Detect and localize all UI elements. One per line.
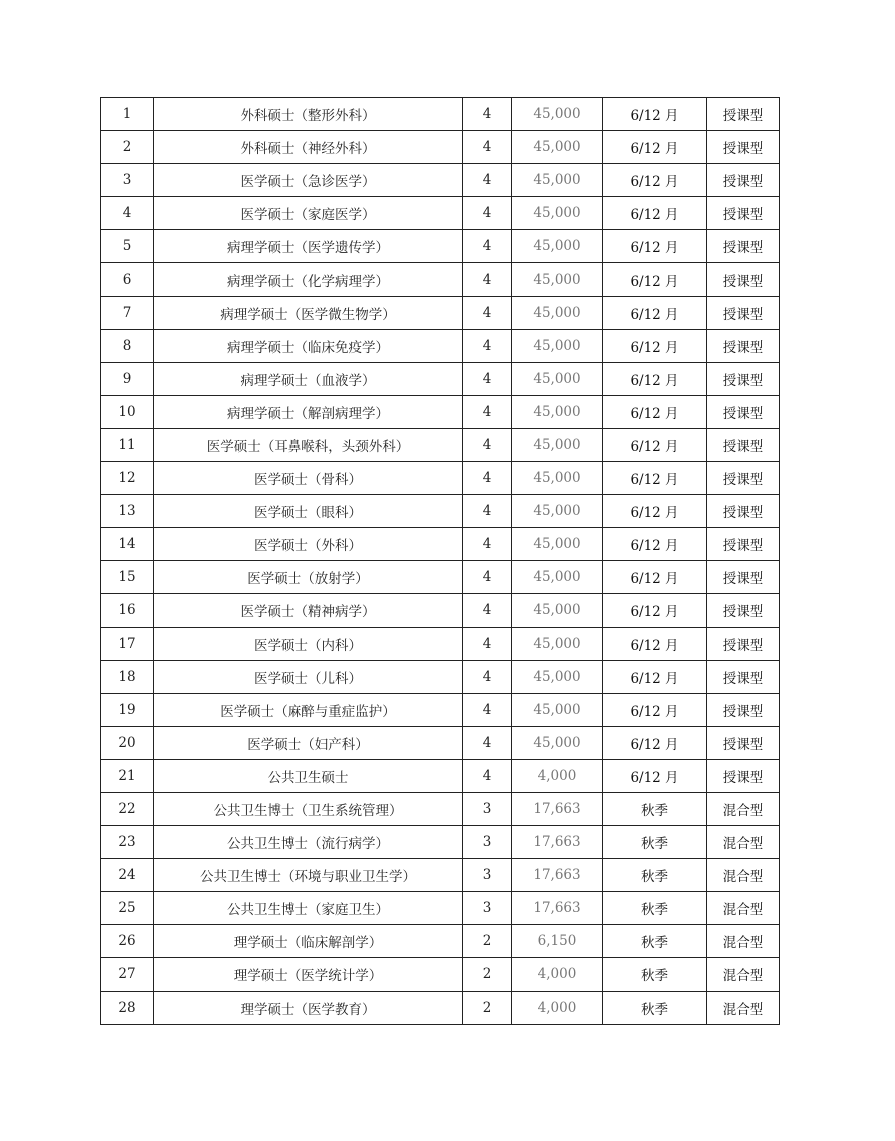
program-fee: 45,000 bbox=[512, 98, 603, 131]
program-name: 病理学硕士（医学微生物学） bbox=[154, 296, 463, 329]
program-years: 4 bbox=[463, 627, 512, 660]
program-fee: 45,000 bbox=[512, 726, 603, 759]
program-fee: 45,000 bbox=[512, 495, 603, 528]
program-name: 医学硕士（耳鼻喉科，头颈外科） bbox=[154, 428, 463, 461]
program-name: 病理学硕士（化学病理学） bbox=[154, 263, 463, 296]
program-years: 3 bbox=[463, 859, 512, 892]
table-row bbox=[101, 230, 780, 263]
program-duration: 秋季 bbox=[603, 958, 707, 991]
program-type: 混合型 bbox=[707, 792, 780, 825]
program-years: 4 bbox=[463, 164, 512, 197]
program-name: 医学硕士（骨科） bbox=[154, 462, 463, 495]
row-number: 26 bbox=[101, 925, 154, 958]
program-type: 授课型 bbox=[707, 693, 780, 726]
program-type: 授课型 bbox=[707, 462, 780, 495]
program-type: 混合型 bbox=[707, 925, 780, 958]
program-years: 4 bbox=[463, 428, 512, 461]
program-type: 混合型 bbox=[707, 892, 780, 925]
table-row bbox=[101, 296, 780, 329]
table-row bbox=[101, 627, 780, 660]
row-number: 2 bbox=[101, 131, 154, 164]
program-name: 医学硕士（麻醉与重症监护） bbox=[154, 693, 463, 726]
program-name: 公共卫生博士（家庭卫生） bbox=[154, 892, 463, 925]
program-duration: 6/12 月 bbox=[603, 230, 707, 263]
program-fee: 17,663 bbox=[512, 859, 603, 892]
table-row bbox=[101, 131, 780, 164]
program-fee: 45,000 bbox=[512, 462, 603, 495]
table-row bbox=[101, 362, 780, 395]
table-row bbox=[101, 263, 780, 296]
program-type: 授课型 bbox=[707, 627, 780, 660]
row-number: 4 bbox=[101, 197, 154, 230]
program-duration: 6/12 月 bbox=[603, 627, 707, 660]
program-name: 公共卫生博士（流行病学） bbox=[154, 826, 463, 859]
table-row bbox=[101, 826, 780, 859]
table-row bbox=[101, 528, 780, 561]
program-type: 授课型 bbox=[707, 561, 780, 594]
program-years: 4 bbox=[463, 329, 512, 362]
table-row bbox=[101, 462, 780, 495]
program-years: 4 bbox=[463, 528, 512, 561]
table-row bbox=[101, 395, 780, 428]
program-duration: 6/12 月 bbox=[603, 759, 707, 792]
program-type: 授课型 bbox=[707, 428, 780, 461]
program-duration: 6/12 月 bbox=[603, 395, 707, 428]
table-row bbox=[101, 991, 780, 1024]
program-name: 医学硕士（妇产科） bbox=[154, 726, 463, 759]
table-row bbox=[101, 693, 780, 726]
program-name: 医学硕士（儿科） bbox=[154, 660, 463, 693]
program-duration: 6/12 月 bbox=[603, 263, 707, 296]
program-name: 公共卫生博士（卫生系统管理） bbox=[154, 792, 463, 825]
table-row bbox=[101, 164, 780, 197]
row-number: 17 bbox=[101, 627, 154, 660]
row-number: 13 bbox=[101, 495, 154, 528]
table-row bbox=[101, 859, 780, 892]
program-fee: 45,000 bbox=[512, 561, 603, 594]
program-type: 授课型 bbox=[707, 759, 780, 792]
program-name: 病理学硕士（医学遗传学） bbox=[154, 230, 463, 263]
program-fee: 45,000 bbox=[512, 395, 603, 428]
program-fee: 45,000 bbox=[512, 131, 603, 164]
row-number: 14 bbox=[101, 528, 154, 561]
row-number: 10 bbox=[101, 395, 154, 428]
program-name: 医学硕士（急诊医学） bbox=[154, 164, 463, 197]
program-duration: 6/12 月 bbox=[603, 296, 707, 329]
program-fee: 4,000 bbox=[512, 991, 603, 1024]
program-years: 4 bbox=[463, 462, 512, 495]
program-years: 4 bbox=[463, 296, 512, 329]
program-fee: 45,000 bbox=[512, 329, 603, 362]
program-fee: 6,150 bbox=[512, 925, 603, 958]
program-duration: 6/12 月 bbox=[603, 164, 707, 197]
program-type: 授课型 bbox=[707, 726, 780, 759]
table-row bbox=[101, 561, 780, 594]
table-row bbox=[101, 925, 780, 958]
program-type: 授课型 bbox=[707, 660, 780, 693]
program-fee: 45,000 bbox=[512, 362, 603, 395]
program-type: 授课型 bbox=[707, 197, 780, 230]
program-duration: 6/12 月 bbox=[603, 428, 707, 461]
table-row bbox=[101, 594, 780, 627]
row-number: 15 bbox=[101, 561, 154, 594]
program-name: 医学硕士（眼科） bbox=[154, 495, 463, 528]
program-fee: 45,000 bbox=[512, 428, 603, 461]
program-duration: 6/12 月 bbox=[603, 98, 707, 131]
program-duration: 6/12 月 bbox=[603, 131, 707, 164]
program-duration: 6/12 月 bbox=[603, 693, 707, 726]
program-fee: 45,000 bbox=[512, 197, 603, 230]
program-duration: 秋季 bbox=[603, 826, 707, 859]
row-number: 11 bbox=[101, 428, 154, 461]
program-fee: 17,663 bbox=[512, 792, 603, 825]
table-row bbox=[101, 892, 780, 925]
row-number: 27 bbox=[101, 958, 154, 991]
program-years: 3 bbox=[463, 792, 512, 825]
program-type: 授课型 bbox=[707, 230, 780, 263]
program-duration: 6/12 月 bbox=[603, 495, 707, 528]
program-type: 授课型 bbox=[707, 329, 780, 362]
program-type: 混合型 bbox=[707, 859, 780, 892]
program-years: 4 bbox=[463, 660, 512, 693]
row-number: 22 bbox=[101, 792, 154, 825]
program-name: 医学硕士（精神病学） bbox=[154, 594, 463, 627]
table-row bbox=[101, 726, 780, 759]
program-years: 3 bbox=[463, 892, 512, 925]
row-number: 3 bbox=[101, 164, 154, 197]
program-years: 2 bbox=[463, 958, 512, 991]
row-number: 24 bbox=[101, 859, 154, 892]
program-duration: 6/12 月 bbox=[603, 462, 707, 495]
program-fee: 45,000 bbox=[512, 594, 603, 627]
program-type: 授课型 bbox=[707, 495, 780, 528]
program-fee: 45,000 bbox=[512, 660, 603, 693]
program-duration: 6/12 月 bbox=[603, 561, 707, 594]
program-type: 授课型 bbox=[707, 164, 780, 197]
program-years: 3 bbox=[463, 826, 512, 859]
program-type: 授课型 bbox=[707, 395, 780, 428]
row-number: 16 bbox=[101, 594, 154, 627]
program-fee: 17,663 bbox=[512, 892, 603, 925]
program-name: 公共卫生硕士 bbox=[154, 759, 463, 792]
table-row bbox=[101, 329, 780, 362]
row-number: 21 bbox=[101, 759, 154, 792]
row-number: 25 bbox=[101, 892, 154, 925]
program-name: 医学硕士（外科） bbox=[154, 528, 463, 561]
program-name: 医学硕士（内科） bbox=[154, 627, 463, 660]
programs-table-body bbox=[101, 98, 780, 1025]
program-duration: 秋季 bbox=[603, 925, 707, 958]
row-number: 18 bbox=[101, 660, 154, 693]
row-number: 8 bbox=[101, 329, 154, 362]
program-years: 4 bbox=[463, 197, 512, 230]
program-type: 混合型 bbox=[707, 958, 780, 991]
program-name: 理学硕士（医学统计学） bbox=[154, 958, 463, 991]
program-type: 授课型 bbox=[707, 594, 780, 627]
program-name: 外科硕士（神经外科） bbox=[154, 131, 463, 164]
row-number: 19 bbox=[101, 693, 154, 726]
program-fee: 45,000 bbox=[512, 296, 603, 329]
program-years: 4 bbox=[463, 263, 512, 296]
program-years: 4 bbox=[463, 98, 512, 131]
program-fee: 4,000 bbox=[512, 958, 603, 991]
program-fee: 45,000 bbox=[512, 627, 603, 660]
program-duration: 6/12 月 bbox=[603, 362, 707, 395]
program-fee: 45,000 bbox=[512, 230, 603, 263]
program-fee: 45,000 bbox=[512, 528, 603, 561]
row-number: 9 bbox=[101, 362, 154, 395]
program-duration: 6/12 月 bbox=[603, 528, 707, 561]
program-duration: 秋季 bbox=[603, 892, 707, 925]
program-name: 理学硕士（医学教育） bbox=[154, 991, 463, 1024]
row-number: 5 bbox=[101, 230, 154, 263]
program-years: 4 bbox=[463, 594, 512, 627]
table-row bbox=[101, 197, 780, 230]
program-years: 4 bbox=[463, 726, 512, 759]
program-fee: 17,663 bbox=[512, 826, 603, 859]
table-row bbox=[101, 759, 780, 792]
programs-table bbox=[100, 97, 780, 1025]
program-type: 混合型 bbox=[707, 991, 780, 1024]
program-type: 授课型 bbox=[707, 263, 780, 296]
program-fee: 45,000 bbox=[512, 164, 603, 197]
program-fee: 45,000 bbox=[512, 263, 603, 296]
program-type: 授课型 bbox=[707, 131, 780, 164]
program-duration: 6/12 月 bbox=[603, 660, 707, 693]
program-years: 4 bbox=[463, 495, 512, 528]
program-name: 病理学硕士（临床免疫学） bbox=[154, 329, 463, 362]
program-years: 4 bbox=[463, 230, 512, 263]
program-duration: 6/12 月 bbox=[603, 594, 707, 627]
program-type: 授课型 bbox=[707, 362, 780, 395]
row-number: 28 bbox=[101, 991, 154, 1024]
program-fee: 4,000 bbox=[512, 759, 603, 792]
program-name: 医学硕士（家庭医学） bbox=[154, 197, 463, 230]
row-number: 12 bbox=[101, 462, 154, 495]
program-years: 4 bbox=[463, 693, 512, 726]
row-number: 7 bbox=[101, 296, 154, 329]
program-duration: 秋季 bbox=[603, 991, 707, 1024]
row-number: 1 bbox=[101, 98, 154, 131]
program-type: 混合型 bbox=[707, 826, 780, 859]
program-years: 4 bbox=[463, 759, 512, 792]
program-duration: 秋季 bbox=[603, 859, 707, 892]
row-number: 23 bbox=[101, 826, 154, 859]
table-row bbox=[101, 495, 780, 528]
table-row bbox=[101, 98, 780, 131]
program-duration: 秋季 bbox=[603, 792, 707, 825]
program-type: 授课型 bbox=[707, 296, 780, 329]
program-type: 授课型 bbox=[707, 528, 780, 561]
program-duration: 6/12 月 bbox=[603, 726, 707, 759]
row-number: 6 bbox=[101, 263, 154, 296]
program-years: 4 bbox=[463, 561, 512, 594]
program-fee: 45,000 bbox=[512, 693, 603, 726]
program-duration: 6/12 月 bbox=[603, 197, 707, 230]
program-years: 2 bbox=[463, 925, 512, 958]
program-name: 病理学硕士（血液学） bbox=[154, 362, 463, 395]
table-row bbox=[101, 958, 780, 991]
program-name: 公共卫生博士（环境与职业卫生学） bbox=[154, 859, 463, 892]
program-name: 病理学硕士（解剖病理学） bbox=[154, 395, 463, 428]
program-name: 外科硕士（整形外科） bbox=[154, 98, 463, 131]
table-row bbox=[101, 792, 780, 825]
program-years: 4 bbox=[463, 131, 512, 164]
program-duration: 6/12 月 bbox=[603, 329, 707, 362]
program-type: 授课型 bbox=[707, 98, 780, 131]
program-years: 4 bbox=[463, 362, 512, 395]
table-row bbox=[101, 660, 780, 693]
program-years: 4 bbox=[463, 395, 512, 428]
program-years: 2 bbox=[463, 991, 512, 1024]
program-name: 理学硕士（临床解剖学） bbox=[154, 925, 463, 958]
table-row bbox=[101, 428, 780, 461]
row-number: 20 bbox=[101, 726, 154, 759]
program-name: 医学硕士（放射学） bbox=[154, 561, 463, 594]
